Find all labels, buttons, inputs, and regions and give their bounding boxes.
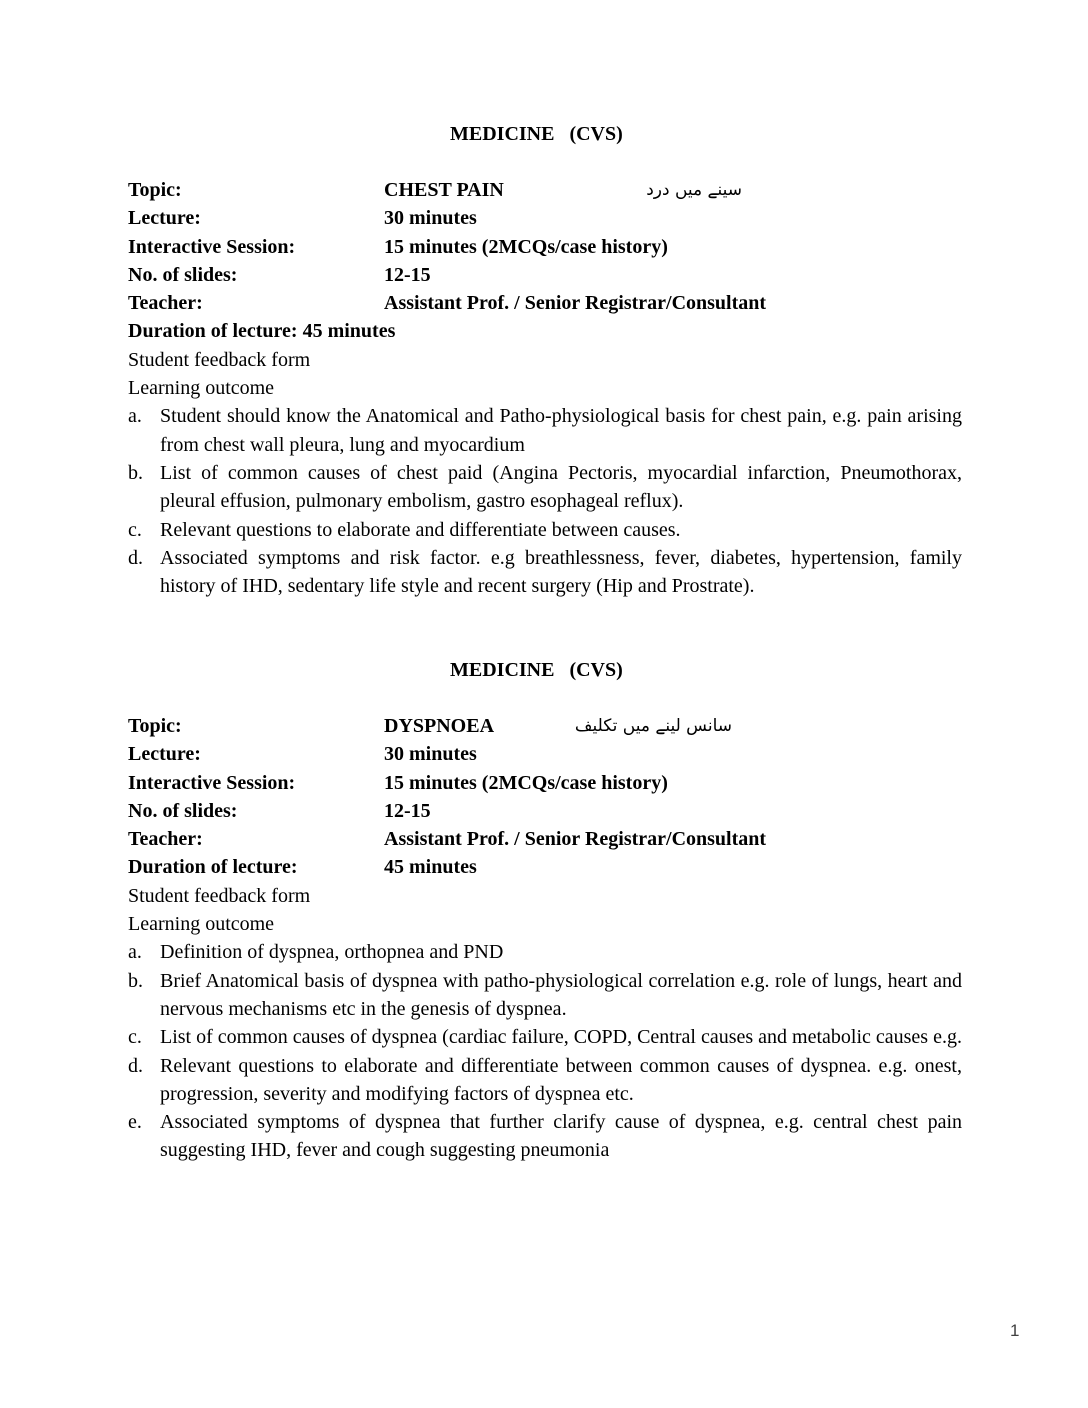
duration-row bbox=[128, 317, 962, 345]
item-text: Student should know the Anatomical and Patho-physiological basis for chest pain, e.g. pain arising from chest wall pleura, lung and myocardium bbox=[160, 405, 962, 456]
outcome-list bbox=[128, 938, 962, 1164]
section-title-text: MEDICINE (CVS) bbox=[450, 123, 623, 145]
teacher-value: Assistant Prof. / Senior Registrar/Consultant bbox=[384, 292, 767, 315]
teacher-row bbox=[128, 289, 962, 317]
section-title bbox=[128, 120, 962, 148]
topic-value: DYSPNOEA bbox=[384, 715, 495, 737]
list-item bbox=[128, 1023, 962, 1051]
lecture-label: Lecture: bbox=[128, 743, 201, 766]
item-letter: b. bbox=[128, 969, 143, 992]
teacher-label: Teacher: bbox=[128, 292, 203, 315]
slides-value: 12-15 bbox=[384, 263, 431, 286]
item-text: List of common causes of dyspnea (cardiac failure, COPD, Central causes and metabolic causes e.g. bbox=[160, 1026, 962, 1049]
item-text: Associated symptoms of dyspnea that further clarify cause of dyspnea, e.g. central chest pain suggesting IHD, fever and cough suggesting pneumonia bbox=[160, 1111, 962, 1162]
lecture-details bbox=[128, 712, 962, 882]
item-letter: a. bbox=[128, 941, 142, 964]
item-letter: a. bbox=[128, 405, 142, 428]
lecture-row bbox=[128, 204, 962, 232]
item-letter: c. bbox=[128, 518, 142, 541]
lecture-label: Lecture: bbox=[128, 207, 201, 230]
list-item bbox=[128, 967, 962, 1024]
list-item bbox=[128, 938, 962, 966]
slides-label: No. of slides: bbox=[128, 799, 238, 822]
teacher-value: Assistant Prof. / Senior Registrar/Consultant bbox=[384, 828, 767, 851]
topic-urdu: سینے میں درد bbox=[646, 180, 742, 200]
lecture-details bbox=[128, 176, 962, 346]
page-number: 1 bbox=[1010, 1321, 1020, 1340]
interactive-value: 15 minutes (2MCQs/case history) bbox=[384, 771, 668, 794]
list-item bbox=[128, 1108, 962, 1165]
teacher-label: Teacher: bbox=[128, 828, 203, 851]
item-text: Associated symptoms and risk factor. e.g breathlessness, fever, diabetes, hypertension, family history of IHD, sedentary life style and recent surgery (Hip and Prostrate). bbox=[160, 546, 962, 598]
interactive-row bbox=[128, 233, 962, 261]
lecture-value: 30 minutes bbox=[384, 743, 477, 766]
topic-row bbox=[128, 712, 962, 740]
item-letter: d. bbox=[128, 546, 143, 569]
slides-row bbox=[128, 797, 962, 825]
topic-row bbox=[128, 176, 962, 204]
section-title bbox=[128, 656, 962, 684]
item-letter: b. bbox=[128, 461, 143, 484]
interactive-label: Interactive Session: bbox=[128, 235, 296, 258]
list-item bbox=[128, 1052, 962, 1109]
feedback-text: Student feedback form bbox=[128, 884, 311, 907]
topic-value: CHEST PAIN bbox=[384, 179, 504, 201]
item-letter: c. bbox=[128, 1026, 142, 1049]
topic-urdu: سانس لینے میں تکلیف bbox=[574, 716, 732, 736]
list-item bbox=[128, 516, 962, 544]
list-item bbox=[128, 402, 962, 459]
list-item bbox=[128, 459, 962, 516]
interactive-value: 15 minutes (2MCQs/case history) bbox=[384, 235, 668, 258]
section-dyspnoea bbox=[128, 656, 962, 1165]
feedback-text: Student feedback form bbox=[128, 348, 311, 371]
outcome-heading: Learning outcome bbox=[128, 377, 275, 400]
outcome-heading: Learning outcome bbox=[128, 913, 275, 936]
duration-label: Duration of lecture: 45 minutes bbox=[128, 320, 396, 343]
section-title-text: MEDICINE (CVS) bbox=[450, 659, 623, 681]
item-letter: d. bbox=[128, 1054, 143, 1077]
topic-label: Topic: bbox=[128, 715, 182, 737]
slides-row bbox=[128, 261, 962, 289]
item-text: Brief Anatomical basis of dyspnea with patho-physiological correlation e.g. role of lungs, heart and nervous mechanisms etc in the genesis of dyspnea. bbox=[160, 969, 962, 1020]
interactive-row bbox=[128, 769, 962, 797]
slides-value: 12-15 bbox=[384, 799, 431, 822]
item-text: Relevant questions to elaborate and differentiate between causes. bbox=[160, 518, 681, 541]
duration-label: Duration of lecture: bbox=[128, 856, 298, 879]
lecture-row bbox=[128, 740, 962, 768]
slides-label: No. of slides: bbox=[128, 263, 238, 286]
interactive-label: Interactive Session: bbox=[128, 771, 296, 794]
outcome-list bbox=[128, 402, 962, 600]
topic-label: Topic: bbox=[128, 179, 182, 201]
duration-value: 45 minutes bbox=[384, 856, 477, 879]
item-text: Definition of dyspnea, orthopnea and PND bbox=[160, 941, 504, 964]
duration-row bbox=[128, 853, 962, 881]
item-text: Relevant questions to elaborate and differentiate between common causes of dyspnea. e.g. onest, progression, severity and modifying factors of dyspnea etc. bbox=[160, 1054, 962, 1105]
section-chest-pain bbox=[128, 120, 962, 600]
item-text: List of common causes of chest paid (Angina Pectoris, myocardial infarction, Pneumothorax, pleural effusion, pulmonary embolism, gastro esophageal reflux). bbox=[160, 461, 962, 513]
teacher-row bbox=[128, 825, 962, 853]
item-letter: e. bbox=[128, 1111, 142, 1134]
lecture-value: 30 minutes bbox=[384, 207, 477, 230]
list-item bbox=[128, 544, 962, 601]
